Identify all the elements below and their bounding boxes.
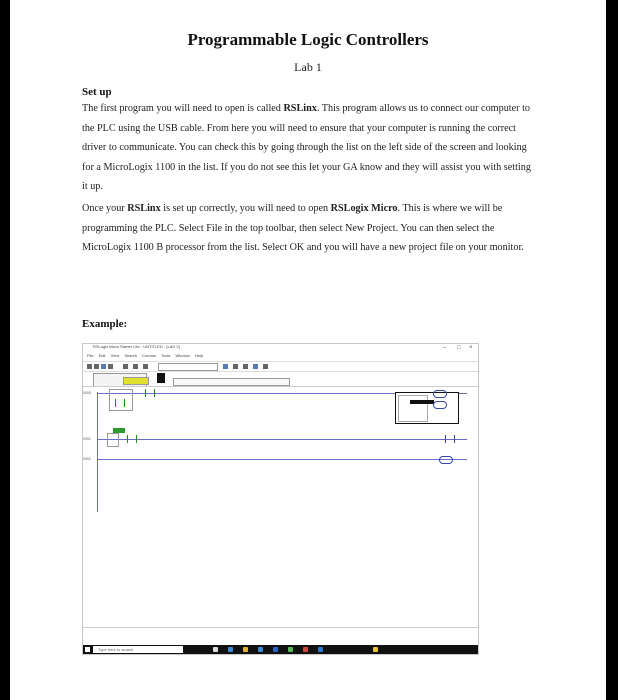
document-subtitle: Lab 1 xyxy=(294,60,322,74)
output-coil-2[interactable] xyxy=(445,435,455,443)
menu-file[interactable]: File xyxy=(87,353,94,358)
para2-bold-rslogix: RSLogix Micro xyxy=(330,203,398,214)
edge-icon[interactable] xyxy=(228,647,233,652)
rung-line-1 xyxy=(97,439,467,440)
para1-text-a: The first program you will need to open is called xyxy=(82,103,284,114)
controller-icon xyxy=(157,373,165,383)
contact-xic-3[interactable] xyxy=(127,435,137,443)
timer-instruction-box[interactable] xyxy=(395,392,459,424)
menu-comms[interactable]: Comms xyxy=(142,353,156,358)
para1-text-b: . This program allows us to connect our computer to the PLC using the USB cable. From here you will need to ensure that your computer is running the correct driver to communicate. You can check this by going through the list on the left side of the screen and looking for a MicroLogix 1100 in the list. If you do not see this let your GA know and they will assist you with setting it up. xyxy=(82,103,531,193)
window-titlebar xyxy=(83,344,478,352)
copy-icon[interactable] xyxy=(133,364,138,369)
paragraph-rslogix xyxy=(82,199,538,258)
taskview-icon[interactable] xyxy=(213,647,218,652)
rung-number-0: 0000 xyxy=(83,391,91,395)
open-icon[interactable] xyxy=(94,364,99,369)
print-icon[interactable] xyxy=(108,364,113,369)
paste-icon[interactable] xyxy=(143,364,148,369)
paragraph-rslinx xyxy=(82,99,538,197)
menu-tools[interactable]: Tools xyxy=(161,353,171,358)
left-power-rail xyxy=(97,392,98,512)
app-icon-red[interactable] xyxy=(303,647,308,652)
close-icon[interactable]: × xyxy=(469,345,473,351)
store-icon[interactable] xyxy=(258,647,263,652)
help-icon[interactable] xyxy=(253,364,258,369)
taskbar-search-input[interactable]: Type here to search xyxy=(93,646,183,653)
maximize-icon[interactable]: □ xyxy=(457,345,461,351)
rslogix-screenshot xyxy=(82,343,479,655)
setup-heading: Set up xyxy=(82,86,112,98)
document-page xyxy=(10,0,606,700)
document-title: Programmable Logic Controllers xyxy=(187,30,429,49)
branch-box-2[interactable] xyxy=(107,433,119,447)
menu-bar xyxy=(83,353,478,360)
cut-icon[interactable] xyxy=(123,364,128,369)
horizontal-scrollbar[interactable] xyxy=(83,627,478,634)
ladder-editor[interactable] xyxy=(83,386,478,627)
menu-search[interactable]: Search xyxy=(124,353,138,358)
para2-text-c: . This is where we will be programming the PLC. Select File in the top toolbar, then select New Project. You can then select the MicroLogix 1100 B processor from the list. Select OK and you will have a new project file on your monitor. xyxy=(82,203,524,254)
menu-view[interactable]: View xyxy=(110,353,120,358)
windows-taskbar xyxy=(83,645,478,654)
example-heading: Example: xyxy=(82,318,128,330)
coil-dn[interactable] xyxy=(433,401,447,409)
toolbar-extra-icon[interactable] xyxy=(263,364,268,369)
zoom-icon[interactable] xyxy=(233,364,238,369)
menu-edit[interactable]: Edit xyxy=(98,353,106,358)
coil-en[interactable] xyxy=(433,390,447,398)
windows-start-icon[interactable] xyxy=(85,647,90,652)
instruction-toolbar xyxy=(83,372,478,385)
find-icon[interactable] xyxy=(243,364,248,369)
rung-line-2 xyxy=(97,459,467,460)
rung-number-2: 0002 xyxy=(83,457,91,461)
rung-number-1: 0001 xyxy=(83,437,91,441)
verify-icon[interactable] xyxy=(223,364,228,369)
para1-bold-rslinx: RSLinx xyxy=(283,103,317,114)
end-rung-marker xyxy=(439,456,453,464)
tray-icon[interactable] xyxy=(373,647,378,652)
contact-xic-1[interactable] xyxy=(115,399,125,407)
minimize-icon[interactable]: – xyxy=(443,345,447,351)
new-icon[interactable] xyxy=(87,364,92,369)
mail-icon[interactable] xyxy=(273,647,278,652)
toolbar-dropdown[interactable] xyxy=(158,363,218,371)
save-icon[interactable] xyxy=(101,364,106,369)
window-title: RSLogix Micro Starter Lite - UNTITLED - [LAD 2] xyxy=(93,344,180,349)
contact-xic-2[interactable] xyxy=(145,389,155,397)
timer-selected-field[interactable] xyxy=(410,400,434,404)
para2-bold-rslinx: RSLinx xyxy=(127,203,161,214)
para2-text-a: Once your xyxy=(82,203,128,214)
menu-help[interactable]: Help xyxy=(194,353,204,358)
status-bar xyxy=(83,634,478,644)
para2-text-b: is set up correctly, you will need to open xyxy=(160,203,331,214)
main-toolbar xyxy=(83,361,478,372)
explorer-icon[interactable] xyxy=(243,647,248,652)
mode-indicator xyxy=(123,377,149,385)
instruction-tabs[interactable] xyxy=(173,378,290,386)
menu-window[interactable]: Window xyxy=(175,353,190,358)
rslogix-task-icon[interactable] xyxy=(318,647,323,652)
app-icon-green[interactable] xyxy=(288,647,293,652)
